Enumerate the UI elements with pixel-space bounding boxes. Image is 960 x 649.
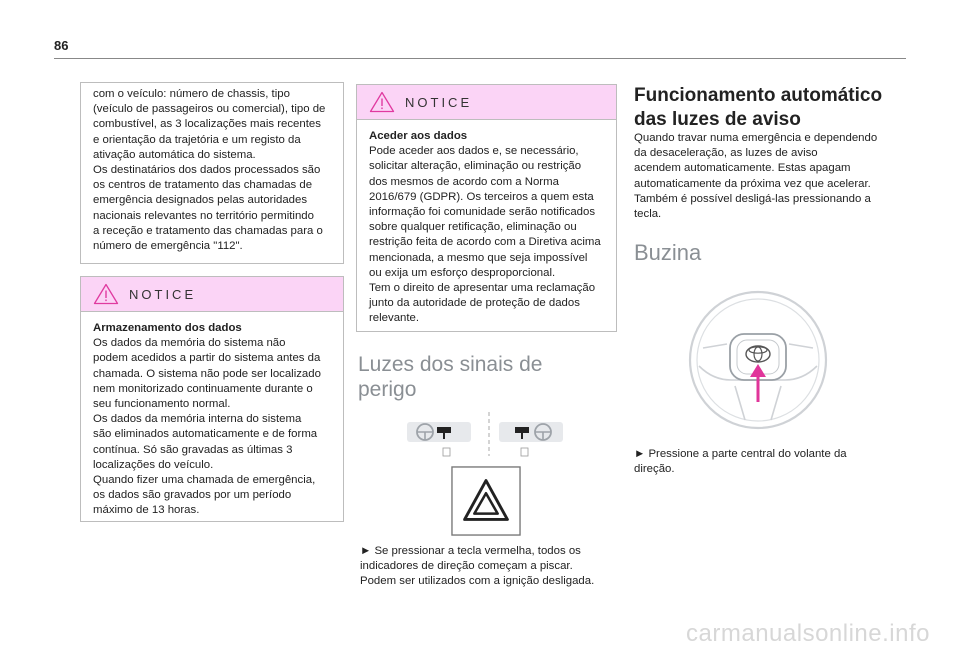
intro-line: Os destinatários dos dados processados são	[93, 164, 321, 177]
notice-line: máximo de 13 horas.	[93, 504, 200, 517]
notice-line: informação foi comunidade serão notificados	[369, 206, 596, 219]
hazard-heading: Luzes dos sinais de perigo	[358, 353, 543, 401]
intro-line: os centros de tratamento das chamadas de	[93, 179, 313, 192]
notice-title: Aceder aos dados	[369, 130, 468, 142]
notice-line: relevante.	[369, 312, 420, 325]
notice-title: Armazenamento dos dados	[93, 322, 242, 334]
auto-warning-heading: Funcionamento automático das luzes de aviso	[634, 85, 883, 130]
notice-line: Tem o direito de apresentar uma reclamação	[369, 282, 596, 295]
intro-line: com o veículo: número de chassis, tipo	[93, 88, 290, 100]
notice-box-storage	[80, 276, 344, 522]
intro-line: combustível, as 3 localizações mais recentes	[93, 118, 321, 131]
notice-header	[81, 277, 343, 312]
notice-box-access	[356, 84, 617, 332]
notice-line: podem acedidos a partir do sistema antes da	[93, 352, 321, 365]
notice-line: seu funcionamento normal.	[93, 398, 231, 411]
notice-header	[357, 85, 616, 120]
notice-line: nem monitorizado continuamente durante o	[93, 382, 313, 395]
dashboard-hazard-illustration	[403, 410, 573, 460]
intro-line: emergência designados pelas autoridades	[93, 194, 308, 207]
notice-line: 2016/679 (GDPR). Os terceiros a quem esta	[369, 190, 594, 203]
intro-line: número de emergência "112".	[93, 240, 243, 253]
notice-line: são eliminados automaticamente e de forma	[93, 428, 318, 441]
notice-label: NOTICE	[129, 286, 197, 302]
notice-line: junto da autoridade de proteção de dados	[369, 297, 580, 310]
intro-line: a receção e tratamento das chamadas para o	[93, 224, 323, 237]
notice-line: mencionada, a mesmo que seja impossível	[369, 251, 588, 264]
notice-line: ou exija um esforço desproporcional.	[369, 266, 556, 279]
intro-line: ativação automática do sistema.	[93, 148, 256, 161]
intro-text-box	[80, 82, 344, 264]
notice-line: Pode aceder aos dados e, se necessário,	[369, 145, 579, 158]
notice-line: contínua. Só são gravadas as últimas 3	[93, 443, 293, 456]
header-rule	[54, 58, 906, 59]
notice-line: Quando fizer uma chamada de emergência,	[93, 474, 316, 487]
horn-heading: Buzina	[634, 240, 702, 265]
watermark: carmanualsonline.info	[686, 620, 930, 647]
notice-line: dos mesmos de acordo com a Norma	[369, 175, 559, 188]
page-number: 86	[54, 38, 69, 53]
hazard-instruction: ► Se pressionar a tecla vermelha, todos os indicadores de direção começam a piscar. Podem ser utilizados com a ignição desligada.	[360, 545, 595, 588]
notice-line: restrição feita de acordo com a Diretiva acima	[369, 236, 601, 249]
warning-triangle-icon	[369, 91, 395, 113]
notice-line: Os dados da memória do sistema não	[93, 337, 286, 350]
notice-line: sobre qualquer retificação, eliminação ou	[369, 221, 577, 234]
warning-triangle-icon	[93, 283, 119, 305]
notice-label: NOTICE	[405, 94, 473, 110]
notice-line: solicitar alteração, eliminação ou restrição	[369, 160, 582, 173]
hazard-button-icon	[451, 466, 521, 536]
auto-warning-paragraph: Quando travar numa emergência e dependendo da desaceleração, as luzes de aviso acendem automaticamente. Estas apagam automaticamente da próxima vez que acelerar. Também é possível desligá-las pressionando a tecla.	[634, 132, 878, 221]
intro-line: (veículo de passageiros ou comercial), tipo de	[93, 103, 326, 116]
notice-line: localizações do veículo.	[93, 458, 214, 471]
notice-line: Os dados da memória interna do sistema	[93, 413, 302, 426]
steering-wheel-illustration	[673, 282, 843, 432]
notice-line: os dados são gravados por um período	[93, 489, 292, 502]
notice-line: chamada. O sistema não pode ser localizado	[93, 367, 321, 380]
horn-instruction: ► Pressione a parte central do volante da direção.	[634, 448, 847, 476]
intro-line: nacionais relevantes no território permitindo	[93, 209, 314, 222]
intro-line: e orientação da trajetória e um registo da	[93, 133, 301, 146]
